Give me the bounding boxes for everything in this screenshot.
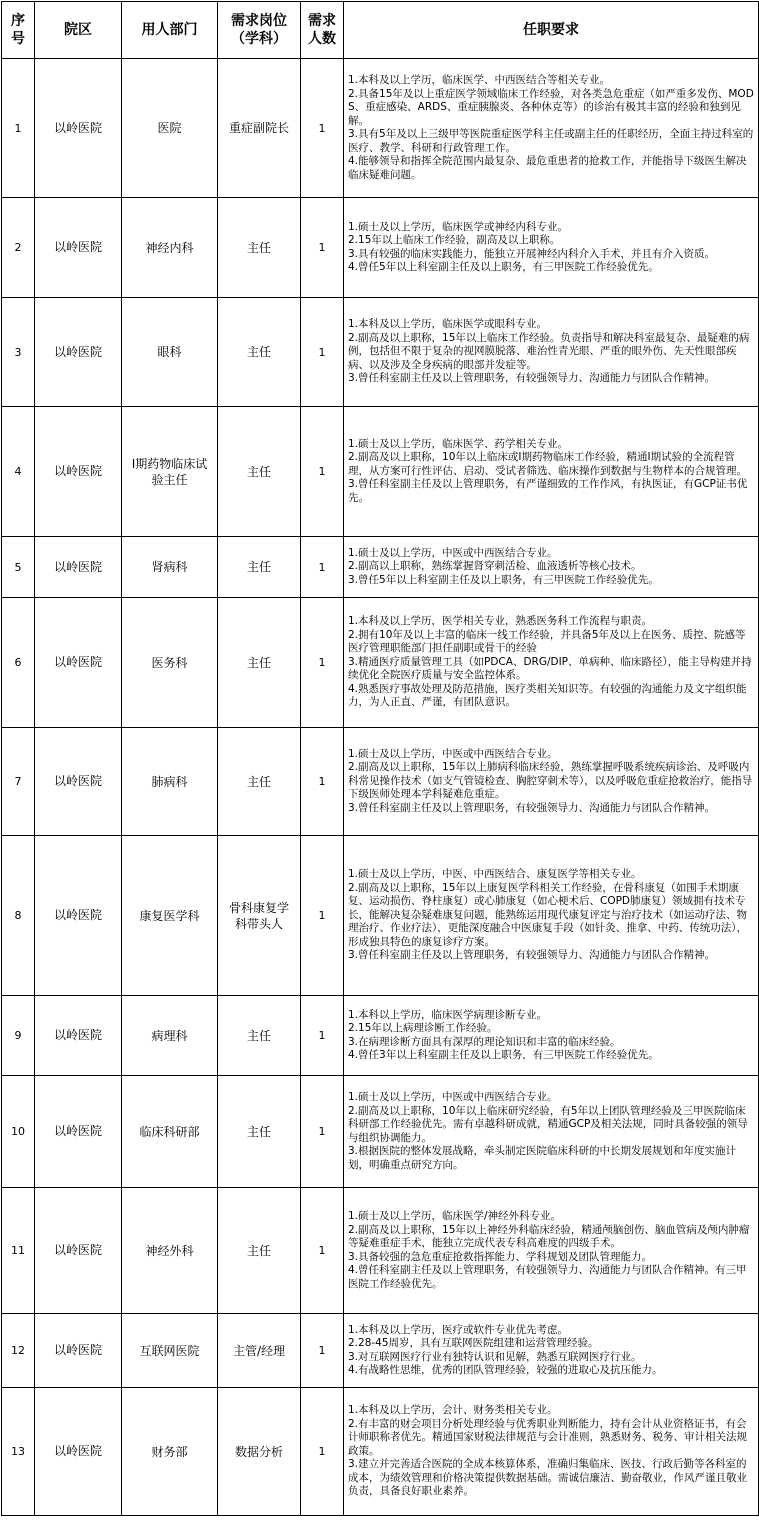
row-position: 主任 [218,198,301,298]
requirement-line: 3.根据医院的整体发展战略，牵头制定医院临床科研的中长期发展规划和年度实施计划，明确重点研究方向。 [348,1145,737,1171]
table-row [2,537,759,598]
row-position: 主任 [218,598,301,728]
row-requirements [344,1076,759,1188]
header-dept: 用人部门 [122,2,218,59]
requirement-line: 1.硕士及以上学历，中医、中西医结合、康复医学等相关专业。 [348,868,642,881]
row-campus: 以岭医院 [35,1188,122,1314]
row-requirements [344,537,759,598]
requirement-line: 2.副高以上职称，熟练掌握肾穿刺活检、血液透析等核心技术。 [348,560,642,573]
row-campus: 以岭医院 [35,59,122,198]
requirement-line: 4.曾任3年以上科室副主任及以上职务，有三甲医院工作经验优先。 [348,1049,659,1061]
row-position: 主任 [218,537,301,598]
requirement-line: 4.曾任科室副主任及以上管理职务，有较强领导力、沟通能力与团队合作精神。有三甲医院工作经验优先。 [348,1264,747,1290]
requirement-line: 3.建立并完善适合医院的全成本核算体系，准确归集临床、医技、行政后勤等各科室的成本，为绩效管理和价格决策提供数据基础。需诚信廉洁、勤奋敬业，作风严谨且敬业负责，具备良好职业素养。 [348,1458,747,1498]
table-header-row [2,2,759,59]
requirement-line: 1.本科及以上学历，医学相关专业，熟悉医务科工作流程与职责。 [348,615,653,628]
requirement-line: 3.在病理诊断方面具有深厚的理论知识和丰富的临床经验。 [348,1035,621,1048]
row-number: 3 [2,298,35,407]
row-requirements [344,598,759,728]
recruitment-table [1,1,759,1516]
requirement-line: 4.有战略性思维，优秀的团队管理经验，较强的进取心及抗压能力。 [348,1364,663,1376]
row-number: 6 [2,598,35,728]
row-department: 病理科 [122,996,218,1076]
row-count: 1 [301,1076,344,1188]
row-number: 5 [2,537,35,598]
row-campus: 以岭医院 [35,1388,122,1516]
row-position: 数据分析 [218,1388,301,1516]
row-campus: 以岭医院 [35,407,122,537]
row-number: 8 [2,836,35,996]
row-requirements [344,1188,759,1314]
table-row [2,598,759,728]
row-department: 财务部 [122,1388,218,1516]
row-department: 眼科 [122,298,218,407]
row-count: 1 [301,198,344,298]
table-row [2,836,759,996]
row-requirements [344,728,759,836]
row-position: 主任 [218,407,301,537]
row-count: 1 [301,298,344,407]
row-requirements [344,407,759,537]
header-count: 需求人数 [301,2,344,59]
requirement-line: 3.具有5年及以上三级甲等医院重症医学科主任或副主任的任职经历，全面主持过科室的医疗、教学、科研和行政管理工作。 [348,128,754,154]
requirement-line: 3.具备较强的急危重症抢救指挥能力、学科规划及团队管理能力。 [348,1250,653,1263]
row-count: 1 [301,836,344,996]
row-position: 主管/经理 [218,1314,301,1388]
requirement-line: 1.硕士及以上学历，中医或中西医结合专业。 [348,546,558,559]
requirement-line: 2.副高及以上职称，15年以上临床工作经验。负责指导和解决科室最复杂、最疑难的病例，包括但不限于复杂的视网膜脱落、难治性青光眼、严重的眼外伤、先天性眼部疾病、以及涉及全身疾病的眼部并发症等。 [348,331,750,371]
table-row [2,728,759,836]
row-department: 医务科 [122,598,218,728]
requirement-line: 2.具备15年及以上重症医学领域临床工作经验，对各类急危重症（如严重多发伤、MODS、重症感染、ARDS、重症胰腺炎、各种休克等）的诊治有极其丰富的经验和独到见解。 [348,87,754,127]
row-number: 10 [2,1076,35,1188]
requirement-line: 1.本科及以上学历，会计、财务类相关专业。 [348,1404,558,1417]
row-department: 临床科研部 [122,1076,218,1188]
row-requirements [344,59,759,198]
table-row [2,59,759,198]
row-count: 1 [301,996,344,1076]
row-campus: 以岭医院 [35,1076,122,1188]
requirement-line: 1.本科以上学历，临床医学病理诊断专业。 [348,1008,548,1021]
requirement-line: 2.副高及以上职称，15年以上康复医学科相关工作经验，在骨科康复（如围手术期康复、运动损伤、脊柱康复）或心肺康复（如心梗术后、COPD肺康复）领域拥有技术专长，能解决复杂疑难康复问题，能熟练运用现代康复评定与治疗技术（如运动疗法、物理治疗、作业疗法），更能深度融合中医康复手段（如针灸、推拿、中药、传统功法），形成独具特色的康复诊疗方案。 [348,881,747,948]
row-requirements [344,298,759,407]
row-number: 11 [2,1188,35,1314]
row-campus: 以岭医院 [35,537,122,598]
requirement-line: 1.本科及以上学历，医疗或软件专业优先考虑。 [348,1323,569,1336]
row-count: 1 [301,537,344,598]
row-campus: 以岭医院 [35,298,122,407]
row-position: 主任 [218,298,301,407]
row-count: 1 [301,59,344,198]
row-department: 神经外科 [122,1188,218,1314]
row-position: 骨科康复学科带头人 [218,836,301,996]
row-campus: 以岭医院 [35,198,122,298]
row-number: 12 [2,1314,35,1388]
row-position: 主任 [218,728,301,836]
requirement-line: 2.15年以上临床工作经验，副高及以上职称。 [348,234,561,246]
row-department: 医院 [122,59,218,198]
requirement-line: 2.28-45周岁，具有互联网医院组建和运营管理经验。 [348,1337,599,1349]
requirement-line: 3.曾任5年以上科室副主任及以上职务，有三甲医院工作经验优先。 [348,573,659,586]
row-count: 1 [301,1388,344,1516]
table-row [2,996,759,1076]
row-requirements [344,1314,759,1388]
requirement-line: 1.硕士及以上学历，临床医学/神经外科专业。 [348,1210,562,1222]
row-campus: 以岭医院 [35,728,122,836]
table-row [2,198,759,298]
requirement-line: 2.拥有10年及以上丰富的临床一线工作经验，并具备5年及以上在医务、质控、院感等医疗管理职能部门担任副职或骨干的经验 [348,628,746,655]
requirement-line: 2.副高及以上职称，15年以上神经外科临床经验，精通颅脑创伤、脑血管病及颅内肿瘤等疑难重症手术，能独立完成代表专科高难度的四级手术。 [348,1223,750,1249]
requirement-line: 3.曾任科室副主任及以上管理职务，有较强领导力、沟通能力与团队合作精神。 [348,949,716,962]
row-campus: 以岭医院 [35,1314,122,1388]
table-row [2,407,759,537]
header-no: 序号 [2,2,35,59]
requirement-line: 2.15年以上病理诊断工作经验。 [348,1022,498,1034]
header-position: 需求岗位（学科） [218,2,301,59]
row-position: 重症副院长 [218,59,301,198]
table-row [2,1188,759,1314]
row-count: 1 [301,1188,344,1314]
row-position: 主任 [218,996,301,1076]
row-number: 13 [2,1388,35,1516]
row-number: 9 [2,996,35,1076]
requirement-line: 3.曾任科室副主任及以上管理职务，有较强领导力、沟通能力与团队合作精神。 [348,801,716,814]
header-requirements: 任职要求 [344,2,759,59]
row-department: 肾病科 [122,537,218,598]
table-row [2,1314,759,1388]
row-requirements [344,996,759,1076]
requirement-line: 2.副高及以上职称，15年以上肺病科临床经验，熟练掌握呼吸系统疾病诊治、及呼吸内科常见操作技术（如支气管镜检查、胸腔穿刺术等），以及呼吸危重症抢救治疗，能指导下级医师处理本学科疑难危重症。 [348,761,753,801]
requirement-line: 2.副高及以上职称，10年以上临床或Ⅰ期药物临床工作经验，精通Ⅰ期试验的全流程管理，从方案可行性评估、启动、受试者筛选、临床操作到数据与生物样本的合规管理。 [348,451,747,477]
row-department: Ⅰ期药物临床试验主任 [122,407,218,537]
requirement-line: 4.熟悉医疗事故处理及防范措施，医疗类相关知识等。有较强的沟通能力及文字组织能力，为人正直、严谨，有团队意识。 [348,682,747,709]
row-position: 主任 [218,1188,301,1314]
row-requirements [344,836,759,996]
requirement-line: 2.有丰富的财会项目分析处理经验与优秀职业判断能力，持有会计从业资格证书，有会计师职称者优先。精通国家财税法律规范与会计准则，熟悉财务、税务、审计相关法规政策。 [348,1417,747,1457]
requirement-line: 1.硕士及以上学历，临床医学或神经内科专业。 [348,220,569,233]
row-requirements [344,1388,759,1516]
header-campus: 院区 [35,2,122,59]
row-position: 主任 [218,1076,301,1188]
requirement-line: 4.能够领导和指挥全院范围内最复杂、最危重患者的抢救工作，并能指导下级医生解决临床疑难问题。 [348,155,747,181]
requirement-line: 2.副高及以上职称，10年以上临床研究经验，有5年以上团队管理经验及三甲医院临床科研部工作经验优先。需有卓越科研成就，精通GCP及相关法规，同时具备较强的领导与组织协调能力。 [348,1104,748,1144]
row-department: 神经内科 [122,198,218,298]
requirement-line: 1.本科及以上学历，临床医学、中西医结合等相关专业。 [348,74,611,86]
table-row [2,298,759,407]
requirement-line: 3.曾任科室副主任及以上管理职务，有较强领导力、沟通能力与团队合作精神。 [348,372,716,385]
row-count: 1 [301,407,344,537]
row-count: 1 [301,728,344,836]
row-campus: 以岭医院 [35,836,122,996]
requirement-line: 3.对互联网医疗行业有独特认识和见解，熟悉互联网医疗行业。 [348,1350,642,1363]
requirement-line: 1.本科及以上学历，临床医学或眼科专业。 [348,318,548,331]
row-department: 肺病科 [122,728,218,836]
table-row [2,1076,759,1188]
row-number: 2 [2,198,35,298]
row-number: 1 [2,59,35,198]
requirement-line: 3.精通医疗质量管理工具（如PDCA、DRG/DIP、单病种、临床路径），能主导构建并持续优化全院医疗质量与安全监控体系。 [348,655,752,682]
row-count: 1 [301,1314,344,1388]
row-department: 康复医学科 [122,836,218,996]
row-department: 互联网医院 [122,1314,218,1388]
row-campus: 以岭医院 [35,598,122,728]
requirement-line: 3.具有较强的临床实践能力，能独立开展神经内科介入手术，并且有介入资质。 [348,247,716,260]
row-number: 7 [2,728,35,836]
requirement-line: 1.硕士及以上学历，中医或中西医结合专业。 [348,1091,558,1103]
row-requirements [344,198,759,298]
row-count: 1 [301,598,344,728]
requirement-line: 1.硕士及以上学历，临床医学、药学相关专业。 [348,437,569,450]
row-campus: 以岭医院 [35,996,122,1076]
requirement-line: 4.曾任5年以上科室副主任及以上职务，有三甲医院工作经验优先。 [348,261,659,273]
requirement-line: 1.硕士及以上学历，中医或中西医结合专业。 [348,747,558,760]
table-row [2,1388,759,1516]
requirement-line: 3.曾任科室副主任及以上管理职务，有严谨细致的工作作风，有执医证，有GCP证书优先。 [348,478,748,504]
row-number: 4 [2,407,35,537]
